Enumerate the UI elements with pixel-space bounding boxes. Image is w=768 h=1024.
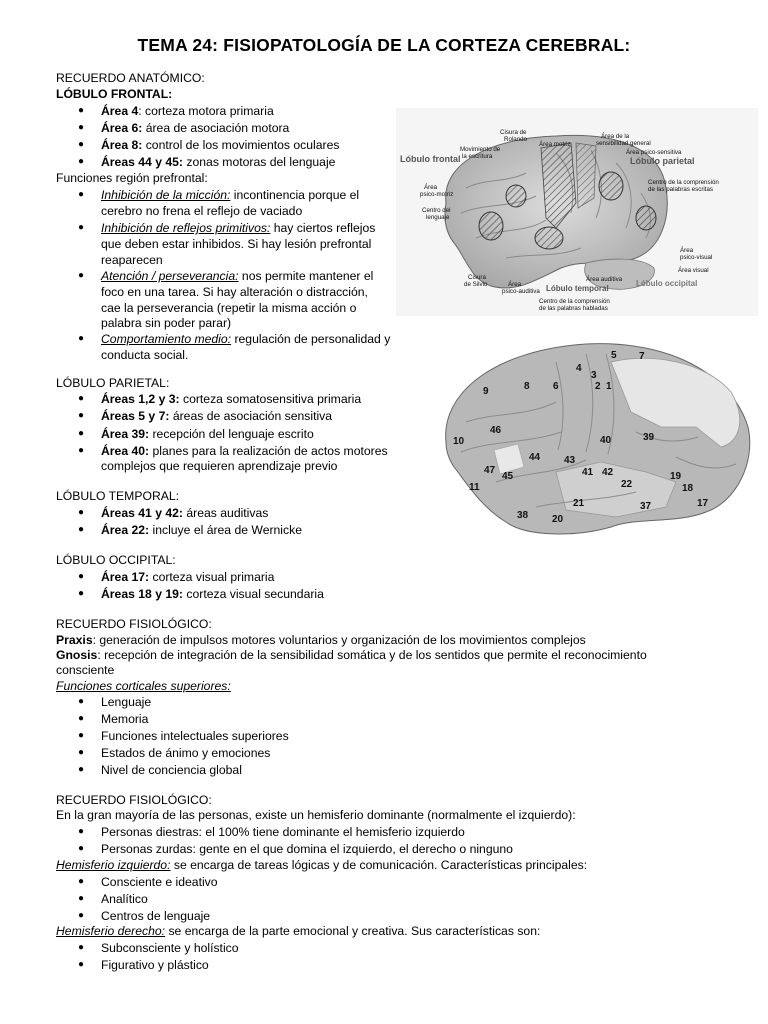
- label-comp-escritas-1: Centro de la comprensión: [648, 179, 719, 186]
- frontal-heading: LÓBULO FRONTAL:: [56, 87, 173, 101]
- bullet-icon: ●: [78, 843, 85, 854]
- list-item: Analítico: [101, 892, 148, 906]
- area-label: 44: [529, 452, 541, 463]
- visual-area-mark: [636, 206, 656, 230]
- list-item-cont: cerebro no frena el reflejo de vaciado: [101, 204, 303, 218]
- list-item: Personas zurdas: gente en el que domina el izquierdo, el derecho o ninguno: [101, 842, 513, 856]
- list-item: Áreas 44 y 45: zonas motoras del lenguaje: [101, 155, 336, 169]
- list-item: Estados de ánimo y emociones: [101, 746, 271, 760]
- list-item: Funciones intelectuales superiores: [101, 729, 289, 743]
- list-item: Áreas 18 y 19: corteza visual secundaria: [101, 587, 324, 601]
- label-centro-lenguaje-1: Centro del: [422, 207, 451, 214]
- bullet-icon: ●: [78, 156, 85, 167]
- list-item: Inhibición de la micción: incontinencia porque el: [101, 188, 360, 202]
- label-psico-visual-1: Área: [680, 247, 694, 254]
- list-item-cont: foco en una tarea. Si hay alteración o distracción,: [101, 285, 368, 299]
- area-label: 47: [484, 465, 496, 476]
- area-label: 11: [469, 482, 480, 493]
- list-item: Áreas 5 y 7: áreas de asociación sensitiva: [101, 409, 333, 423]
- bullet-icon: ●: [78, 524, 85, 535]
- praxis-line: Praxis: generación de impulsos motores voluntarios y organización de los movimientos complejos: [56, 633, 586, 647]
- label-area-visual: Área visual: [678, 267, 709, 274]
- area-label: 42: [602, 467, 614, 478]
- area-label: 1: [606, 381, 612, 392]
- area-label: 39: [643, 432, 655, 443]
- prefrontal-heading: Funciones región prefrontal:: [56, 171, 208, 185]
- bullet-icon: ●: [78, 105, 85, 116]
- brain-functional-areas-figure: [396, 108, 758, 316]
- list-item: Subconsciente y holístico: [101, 941, 239, 955]
- bullet-icon: ●: [78, 588, 85, 599]
- dominance-intro: En la gran mayoría de las personas, existe un hemisferio dominante (normalmente el izquierdo):: [56, 808, 576, 822]
- bullet-icon: ●: [78, 122, 85, 133]
- list-item: Áreas 1,2 y 3: corteza somatosensitiva primaria: [101, 392, 362, 406]
- label-psico-motriz-1: Área: [424, 184, 438, 191]
- list-item: Área 4: corteza motora primaria: [101, 104, 274, 118]
- list-item: Área 17: corteza visual primaria: [101, 570, 275, 584]
- word-comprehension-mark: [599, 172, 623, 200]
- area-label: 22: [621, 479, 633, 490]
- brodmann-areas-figure: [436, 332, 758, 540]
- bullet-icon: ●: [78, 428, 85, 439]
- bullet-icon: ●: [78, 410, 85, 421]
- bullet-icon: ●: [78, 876, 85, 887]
- label-psico-sensitiva: Área psico-sensitiva: [626, 149, 682, 156]
- area-label: 46: [490, 425, 502, 436]
- area-label: 17: [697, 498, 709, 509]
- bullet-icon: ●: [78, 747, 85, 758]
- list-item: Consciente e ideativo: [101, 875, 218, 889]
- list-item: Atención / perseverancia: nos permite mantener el: [101, 269, 374, 283]
- area-label: 7: [639, 351, 645, 362]
- area-label: 38: [517, 510, 529, 521]
- label-area-motriz: Área motriz: [539, 141, 571, 148]
- bullet-icon: ●: [78, 764, 85, 775]
- superior-functions-heading: Funciones corticales superiores:: [56, 679, 231, 693]
- label-centro-lenguaje-2: lenguaje: [426, 214, 450, 221]
- bullet-icon: ●: [78, 445, 85, 456]
- list-item: Área 22: incluye el área de Wernicke: [101, 523, 302, 537]
- label-cisura-rolando-1: Cisura de: [500, 129, 527, 136]
- list-item: Nivel de conciencia global: [101, 763, 242, 777]
- bullet-icon: ●: [78, 507, 85, 518]
- area-label: 41: [582, 467, 594, 478]
- label-cisura-rolando-2: Rolando: [504, 136, 528, 143]
- area-label: 37: [640, 501, 652, 512]
- brodmann-diagram: [436, 332, 758, 540]
- label-psico-visual-2: psico-visual: [680, 254, 713, 261]
- area-label: 43: [564, 455, 576, 466]
- list-item: Comportamiento medio: regulación de personalidad y: [101, 332, 391, 346]
- label-psico-auditiva-2: psico-auditiva: [502, 288, 540, 295]
- bullet-icon: ●: [78, 270, 85, 281]
- physiology-heading-2: RECUERDO FISIOLÓGICO:: [56, 793, 212, 807]
- area-label: 5: [611, 350, 617, 361]
- area-label: 20: [552, 514, 564, 525]
- label-lobulo-temporal: Lóbulo temporal: [546, 284, 609, 293]
- area-label: 40: [600, 435, 612, 446]
- page-title: TEMA 24: FISIOPATOLOGÍA DE LA CORTEZA CEREBRAL:: [137, 35, 631, 55]
- bullet-icon: ●: [78, 713, 85, 724]
- label-psico-auditiva-1: Área: [508, 281, 522, 288]
- bullet-icon: ●: [78, 826, 85, 837]
- label-lobulo-frontal: Lóbulo frontal: [400, 154, 461, 164]
- bullet-icon: ●: [78, 139, 85, 150]
- bullet-icon: ●: [78, 393, 85, 404]
- label-mov-escritura-2: la escritura: [462, 153, 493, 160]
- temporal-heading: LÓBULO TEMPORAL:: [56, 489, 180, 503]
- label-psico-motriz-2: psico-motriz: [420, 191, 454, 198]
- list-item: Figurativo y plástico: [101, 958, 209, 972]
- gnosis-line: Gnosis: recepción de integración de la sensibilidad somática y de los sentidos que permite el reconocimiento: [56, 648, 647, 662]
- bullet-icon: ●: [78, 942, 85, 953]
- writing-center-mark: [506, 185, 526, 207]
- list-item-cont: cae la perseverancia (repetir la misma acción o: [101, 301, 357, 315]
- bullet-icon: ●: [78, 893, 85, 904]
- auditory-area-mark: [535, 227, 563, 249]
- speech-center-mark: [479, 212, 503, 240]
- bullet-icon: ●: [78, 571, 85, 582]
- area-label: 3: [591, 370, 597, 381]
- list-item-cont: reaparecen: [101, 253, 163, 267]
- left-hemisphere-line: Hemisferio izquierdo: se encarga de tareas lógicas y de comunicación. Características principales:: [56, 858, 588, 872]
- list-item: Área 39: recepción del lenguaje escrito: [101, 427, 314, 441]
- parietal-heading: LÓBULO PARIETAL:: [56, 376, 170, 390]
- area-label: 18: [682, 483, 694, 494]
- area-label: 2: [595, 381, 601, 392]
- label-comp-habladas-2: de las palabras habladas: [539, 305, 608, 312]
- sensory-strip-hatch: [576, 143, 596, 208]
- bullet-icon: ●: [78, 959, 85, 970]
- list-item-cont: conducta social.: [101, 348, 189, 362]
- list-item: Área 6: área de asociación motora: [101, 121, 290, 135]
- label-sens-general-2: sensibilidad general: [596, 140, 651, 147]
- label-cisura-silvio-2: de Silvio: [464, 281, 488, 288]
- list-item: Área 8: control de los movimientos oculares: [101, 138, 340, 152]
- list-item-cont: palabra sin poder parar): [101, 316, 232, 330]
- label-area-auditiva: Área auditiva: [586, 276, 623, 283]
- label-sens-general-1: Área de la: [601, 133, 630, 140]
- list-item: Áreas 41 y 42: áreas auditivas: [101, 506, 269, 520]
- physiology-heading: RECUERDO FISIOLÓGICO:: [56, 617, 212, 631]
- list-item-cont: complejos que requieren aprendizaje previo: [101, 459, 338, 473]
- label-lobulo-occipital: Lóbulo occipital: [636, 279, 698, 288]
- area-label: 9: [483, 386, 489, 397]
- area-label: 45: [502, 471, 514, 482]
- brain-diagram: [396, 108, 758, 316]
- label-lobulo-parietal: Lóbulo parietal: [630, 156, 695, 166]
- list-item: Lenguaje: [101, 695, 152, 709]
- list-item: Personas diestras: el 100% tiene dominante el hemisferio izquierdo: [101, 825, 465, 839]
- bullet-icon: ●: [78, 910, 85, 921]
- area-label: 19: [670, 471, 682, 482]
- label-mov-escritura-1: Movimiento de: [460, 146, 501, 153]
- occipital-heading: LÓBULO OCCIPITAL:: [56, 553, 176, 567]
- list-item-cont: que deben estar inhibidos. Si hay lesión prefrontal: [101, 237, 372, 251]
- area-label: 6: [553, 381, 559, 392]
- label-comp-habladas-1: Centro de la comprensión: [539, 298, 610, 305]
- right-hemisphere-line: Hemisferio derecho: se encarga de la parte emocional y creativa. Sus características son:: [56, 924, 541, 938]
- list-item: Inhibición de reflejos primitivos: hay ciertos reflejos: [101, 221, 376, 235]
- list-item: Centros de lenguaje: [101, 909, 211, 923]
- list-item: Memoria: [101, 712, 149, 726]
- area-label: 10: [453, 436, 465, 447]
- area-label: 4: [576, 363, 582, 374]
- anatomy-heading: RECUERDO ANATÓMICO:: [56, 71, 205, 85]
- bullet-icon: ●: [78, 333, 85, 344]
- label-comp-escritas-2: de las palabras escritas: [648, 186, 714, 193]
- bullet-icon: ●: [78, 696, 85, 707]
- label-cisura-silvio-1: Cisura: [468, 274, 486, 281]
- list-item: Área 40: planes para la realización de actos motores: [101, 444, 388, 458]
- bullet-icon: ●: [78, 730, 85, 741]
- bullet-icon: ●: [78, 222, 85, 233]
- area-label: 8: [524, 381, 530, 392]
- area-label: 21: [573, 498, 585, 509]
- gnosis-line-cont: consciente: [56, 663, 115, 677]
- bullet-icon: ●: [78, 189, 85, 200]
